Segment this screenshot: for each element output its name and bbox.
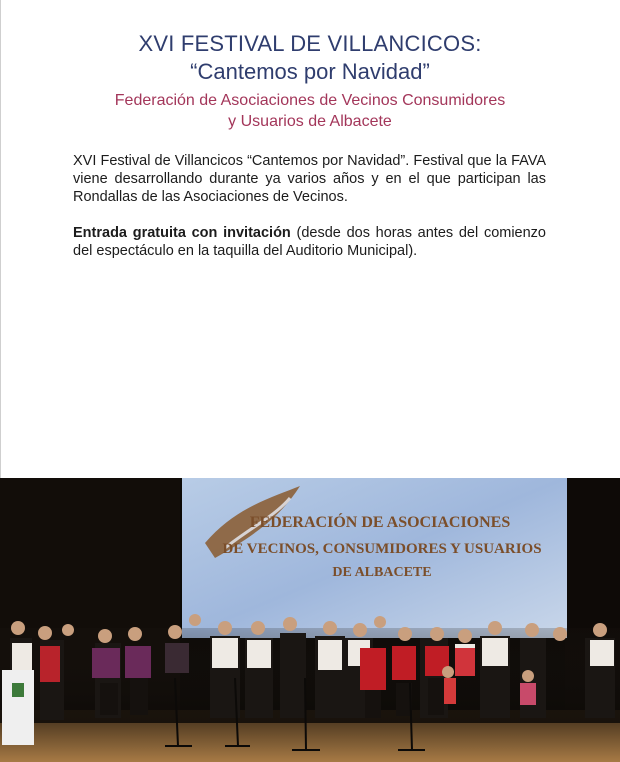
- banner-text-line-3: DE ALBACETE: [332, 565, 432, 580]
- banner-text-line-1: FEDERACIÓN DE ASOCIACIONES: [249, 514, 511, 531]
- festival-subtitle: “Cantemos por Navidad”: [190, 59, 430, 84]
- organizer-line-1: Federación de Asociaciones de Vecinos Consumidores: [114, 92, 506, 109]
- choir-group: [0, 614, 620, 723]
- concert-photo: [0, 478, 620, 762]
- admission-highlight: Entrada gratuita con invitación: [73, 225, 291, 241]
- organizer-line-2: y Usuarios de Albacete: [228, 113, 392, 130]
- banner-text-line-2: DE VECINOS, CONSUMIDORES Y USUARIOS: [222, 541, 542, 557]
- lectern: [2, 670, 34, 745]
- page-title: XVI FESTIVAL DE VILLANCICOS:: [138, 31, 482, 56]
- page-header: [0, 30, 620, 132]
- coat-of-arms-icon: [12, 683, 24, 697]
- admission-paragraph: [73, 224, 546, 260]
- projection-screen: [182, 478, 567, 638]
- description: [73, 152, 546, 278]
- description-paragraph: XVI Festival de Villancicos “Cantemos por Navidad”. Festival que la FAVA viene desarrollando durante ya varios años y en el que participan las Rondallas de las Asociaciones de Vecinos.: [73, 153, 546, 205]
- admission-details: (desde dos horas antes del comienzo del espectáculo en la taquilla del Auditorio Municipal).: [73, 225, 546, 259]
